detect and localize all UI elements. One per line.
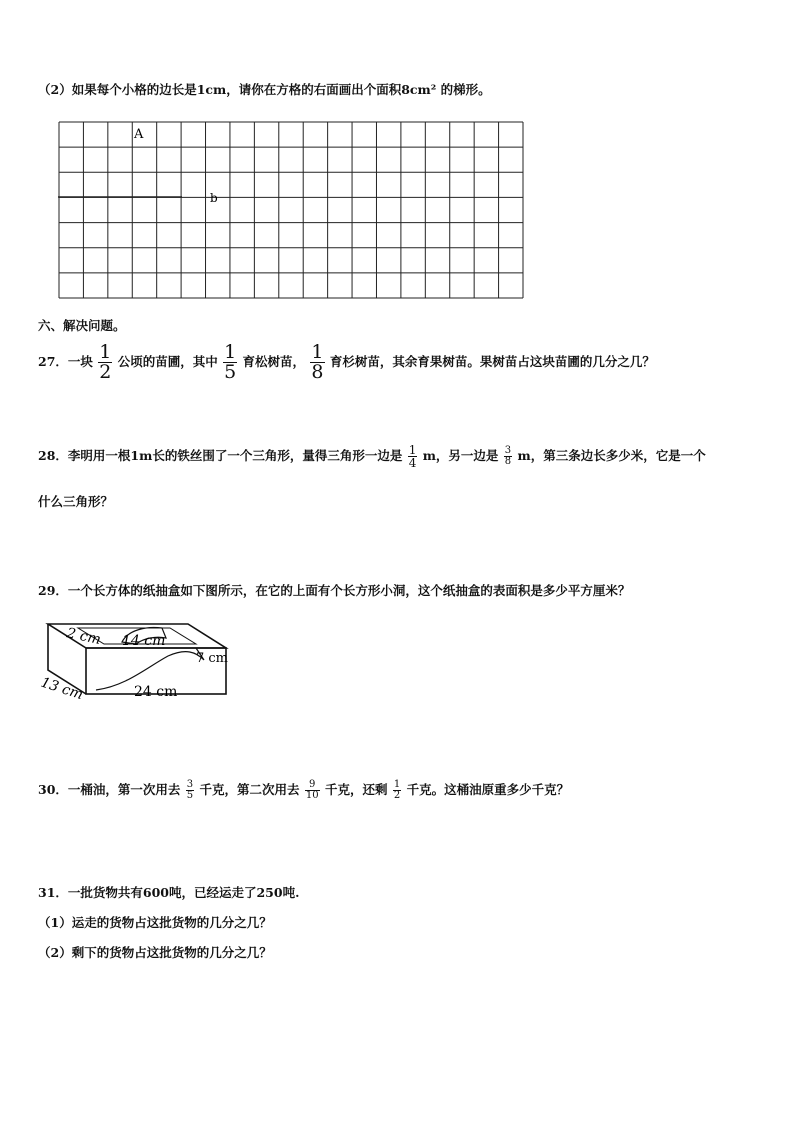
grid-label-a: A	[134, 127, 144, 142]
question-28-line-2: 什么三角形？	[38, 494, 114, 509]
question-30: 30．一桶油，第一次用去 $\frac{3}{5}$ 千克，第二次用去 $\frac{9}{10}$ 千克，还剩 $\frac{1}{2}$ 千克。这桶油原重多少千克？	[38, 779, 570, 801]
tissue-box-figure	[36, 612, 246, 704]
question-31-part-2: （2）剩下的货物占这批货物的几分之几？	[38, 945, 272, 960]
fraction: $\frac{1}{8}$	[311, 341, 324, 383]
question-27: 27．一块 $\frac{1}{2}$ 公顷的苗圃，其中 $\frac{1}{5}$ 育松树苗， $\frac{1}{8}$ 育杉树苗，其余育果树苗。果树苗占这块苗圃的几分之几？	[38, 341, 655, 383]
fraction: $\frac{3}{8}$	[504, 445, 512, 467]
fraction: $\frac{1}{4}$	[408, 443, 417, 470]
square-grid	[58, 121, 524, 299]
label-top-width: 2 cm	[65, 625, 103, 649]
question-31: 31．一批货物共有600吨，已经运走了250吨.	[38, 885, 300, 900]
fraction: $\frac{1}{2}$	[393, 779, 401, 801]
grid-label-b: b	[210, 191, 218, 205]
fraction: $\frac{1}{5}$	[224, 341, 237, 383]
fraction: $\frac{3}{5}$	[186, 779, 194, 801]
question-29: 29．一个长方体的纸抽盒如下图所示，在它的上面有个长方形小洞，这个纸抽盒的表面积是多少平方厘米？	[38, 583, 631, 598]
label-hole-length: 14 cm	[122, 633, 166, 649]
question-28: 28．李明用一根1m长的铁丝围了一个三角形，量得三角形一边是 $\frac{1}{4}$ m，另一边是 $\frac{3}{8}$ m，第三条边长多少米，它是一个	[38, 443, 706, 470]
fraction: $\frac{9}{10}$	[305, 779, 319, 801]
label-height: 7 cm	[196, 651, 229, 666]
label-depth: 13 cm	[38, 674, 85, 704]
fraction: $\frac{1}{2}$	[99, 341, 112, 383]
label-length: 24 cm	[134, 684, 178, 700]
question-26-part-2: （2）如果每个小格的边长是1cm，请你在方格的右面画出个面积8cm² 的梯形。	[38, 82, 491, 97]
section-title: 六、解决问题。	[38, 318, 126, 333]
question-31-part-1: （1）运走的货物占这批货物的几分之几？	[38, 915, 272, 930]
